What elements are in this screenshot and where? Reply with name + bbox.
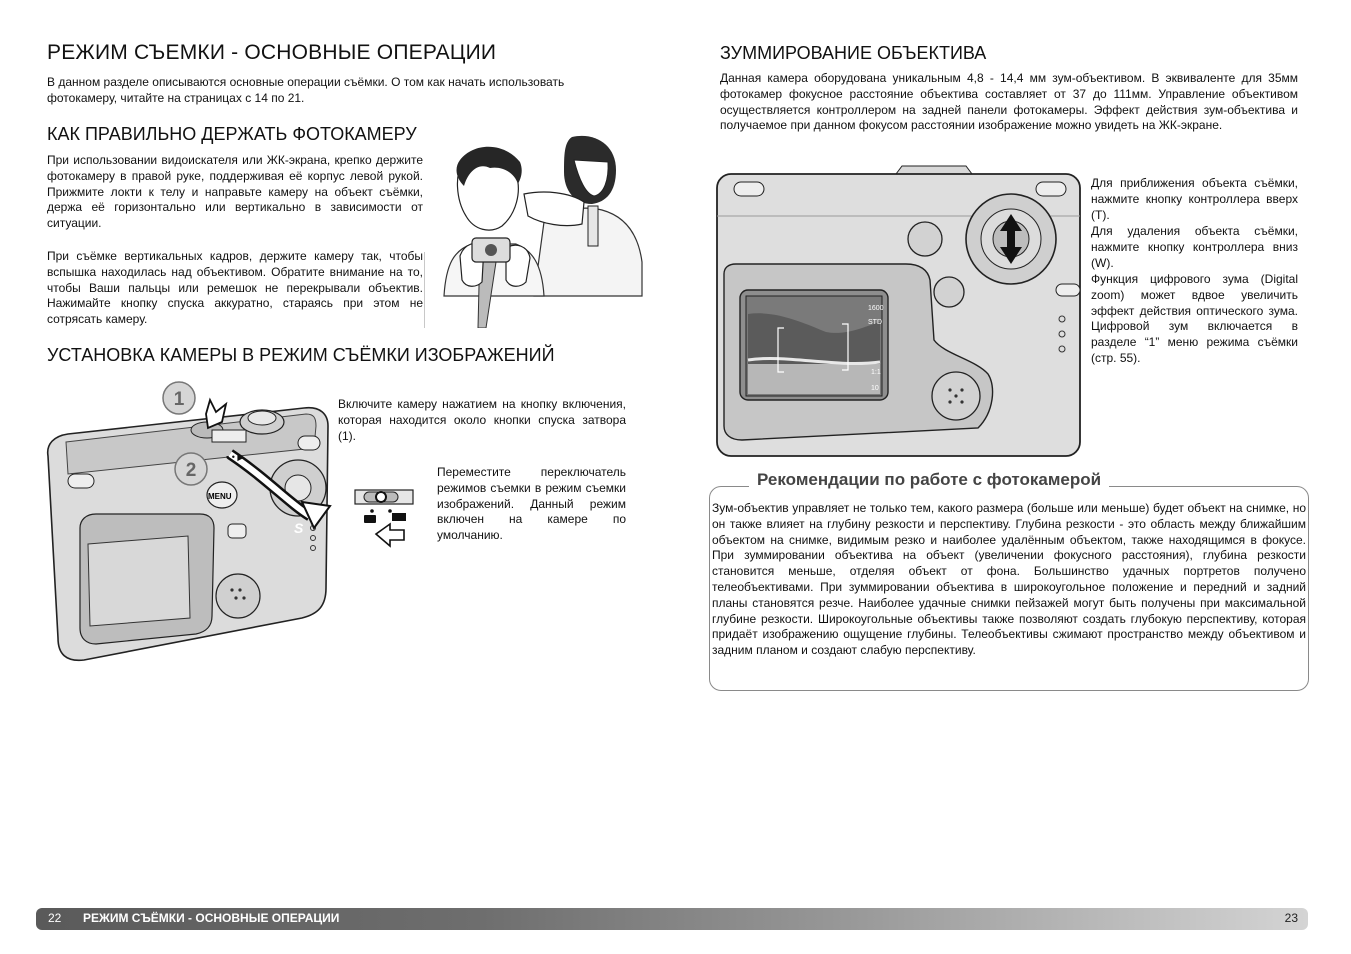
lcd-1600-label: 1600 [868, 305, 884, 312]
left-page-title: РЕЖИМ СЪЕМКИ - ОСНОВНЫЕ ОПЕРАЦИИ [47, 41, 497, 64]
svg-text:S: S [294, 520, 304, 536]
mode-switch-illustration [352, 486, 418, 550]
zoom-in-text: Для приближения объекта съёмки, нажмите кнопку контроллера вверх (T). [1091, 176, 1298, 222]
hold-paragraph-1: При использовании видоискателя или ЖК-экрана, крепко держите фотокамеру в правой руке, поддерживая её корпус левой рукой. Прижмите локти к телу и направьте камеру на объект съёмки, держа её горизонтально или вертикально в зависимости от ситуации. [47, 153, 423, 231]
hold-paragraph-2: При съёмке вертикальных кадров, держите камеру так, чтобы вспышка находилась над объективом. Обратите внимание на то, чтобы Ваши пальцы или ремешок не перекрывали объектив. Нажимайте кнопку спуска аккуратно, стараясь при этом не сотрясать камеру. [47, 249, 423, 327]
footer-bar [36, 908, 1308, 930]
menu-button-label: MENU [208, 492, 232, 501]
step-2-marker: 2 [185, 460, 197, 481]
right-page-number: 23 [1284, 911, 1298, 925]
lcd-std-label: STD [868, 319, 882, 326]
holding-camera-illustration [424, 132, 644, 328]
right-page-title: ЗУММИРОВАНИЕ ОБЪЕКТИВА [720, 43, 987, 63]
lcd-ratio-label: 1:1 [871, 369, 881, 376]
hold-heading: КАК ПРАВИЛЬНО ДЕРЖАТЬ ФОТОКАМЕРУ [47, 124, 417, 144]
step-1-marker: 1 [173, 389, 185, 410]
lcd-count-label: 10 [871, 385, 879, 392]
camera-front-illustration [40, 378, 340, 662]
left-page-number: 22 [48, 911, 62, 925]
zoom-out-text: Для удаления объекта съёмки, нажмите кнопку контроллера вниз (W). [1091, 224, 1298, 270]
camera-back-illustration [716, 164, 1084, 460]
setup-heading: УСТАНОВКА КАМЕРЫ В РЕЖИМ СЪЁМКИ ИЗОБРАЖЕНИЙ [47, 345, 555, 365]
digital-zoom-text: Функция цифрового зума (Digital zoom) может вдвое увеличить эффект действия оптического зума. Цифровой зум включается в разделе “1” меню режима съёмки (стр. 55). [1091, 272, 1298, 365]
left-intro: В данном разделе описываются основные операции съёмки. О том как начать использовать фотокамеру, читайте на страницах с 14 по 21. [47, 75, 565, 105]
setup-paragraph-2: Переместите переключатель режимов съемки в режим съемки изображений. Данный режим включен на камере по умолчанию. [437, 465, 626, 543]
svg-text:▪ • ▶: ▪ • ▶ [226, 452, 245, 462]
zoom-intro: Данная камера оборудована уникальным 4,8 - 14,4 мм зум-объективом. В эквиваленте для 35мм фотокамер фокусное расстояние объектива составляет от 37 до 111мм. Управление объективом осуществляется контроллером на задней панели фотокамеры. Эффект действия зум-объектива и получаемое при данном фокусом расстоянии изображение можно увидеть на ЖК-экране. [720, 71, 1298, 133]
tips-text: Зум-объектив управляет не только тем, какого размера (больше или меньше) будет объект на снимке, но он также влияет на глубину резкости и перспективу. Глубина резкости - это область между ближайшим объектом на снимке, видимым резко и наиболее удалённым объектом, также находящимся в фокусе. При зуммировании объектива на объект (увеличении фокусного расстояния), глубина резкости становится меньше, отделяя объект от фона. Большинство удачных портретов получено телеобъективами. При зуммировании объектива в широкоугольное положение и передний и задний планы становятся резче. Наиболее удачные снимки пейзажей могут быть получены при максимальной глубине резкости. Широкоугольные объективы также позволяют создать глубокую перспективу, которая придаёт изображению ощущение глубины. Телеобъективы сжимают пространство между объективом и задним планом и создают слабую перспективу. [712, 501, 1306, 658]
footer-section-title: РЕЖИМ СЪЁМКИ - ОСНОВНЫЕ ОПЕРАЦИИ [83, 911, 340, 925]
setup-paragraph-1: Включите камеру нажатием на кнопку включения, которая находится около кнопки спуска затвора (1). [338, 397, 626, 443]
tips-title: Рекомендации по работе с фотокамерой [749, 470, 1109, 490]
